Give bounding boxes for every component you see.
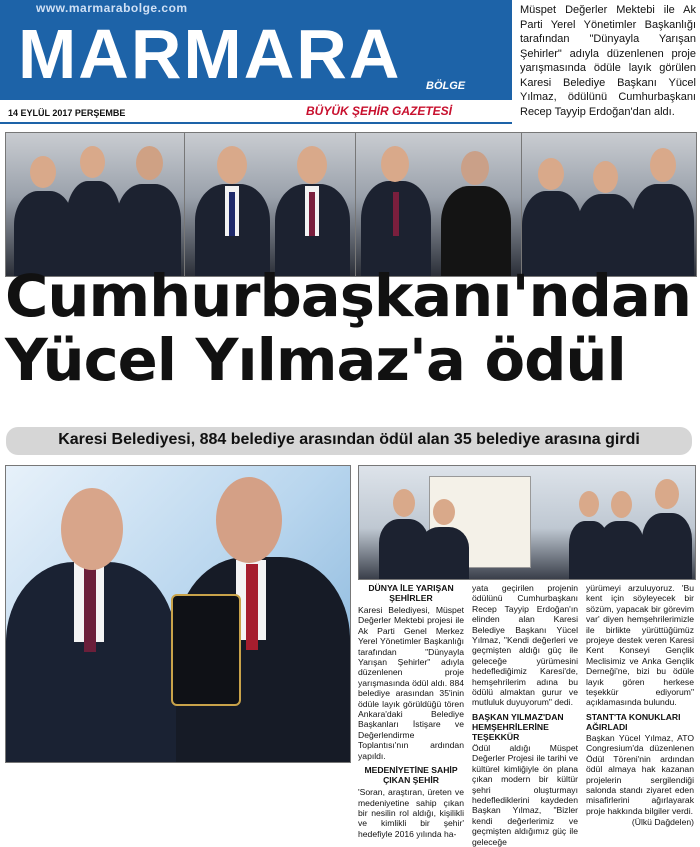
subheadline: Karesi Belediyesi, 884 belediye arasından ödül alan 35 belediye arasına girdi [58,431,640,448]
newspaper-logo-sub: BÖLGE [426,80,466,92]
article-column-3 [586,583,694,828]
award-trophy [171,594,241,706]
byline: (Ülkü Dağdelen) [631,817,694,828]
site-url[interactable]: www.marmarabolge.com [36,1,188,15]
headline-line-1: Cumhurbaşkanı'ndan [5,262,691,330]
headline-line-2: Yücel Yılmaz'a ödül [5,326,626,394]
col2-text: yata geçirilen projenin ödülünü Cumhurbaşkanı Recep Tayyip Erdoğan'ın elinden alan Karesi Belediye Başkanı Yücel Yılmaz, "Kendi değerleri ve geçmişten aldığı güç ile geleceğe yürümesini hedeflediğimiz Karesi'de, hemşehrilerim adına bu ödülü almaktan gurur ve mutluluk duyuyorum" dedi. [472,583,578,708]
newspaper-logo: MARMARA [18,15,402,93]
col2-heading: BAŞKAN YILMAZ'DAN HEMŞEHRİLERİNE TEŞEKKÜR [472,711,564,742]
newspaper-slogan: BÜYÜK ŞEHİR GAZETESİ [306,104,453,118]
issue-date: 14 EYLÜL 2017 PERŞEMBE [8,108,126,118]
photo-conversation [521,132,697,277]
col1-heading: DÜNYA İLE YARIŞAN ŞEHİRLER [368,583,454,603]
col3-text-2: Başkan Yücel Yılmaz, ATO Congresium'da düzenlenen Ödül Töreni'nin ardından ödül almaya hak kazanan projelerin sergilendiği salonda standı ziyaret eden misafirlerini ağırlayarak proje hakkında bilgiler verdi. [586,732,694,816]
article-column-1 [358,583,464,839]
col1-text: Karesi Belediyesi, Müspet Değerler Mektebi projesi ile Ak Parti Genel Merkez Yerel Yönetimler Başkanlığı tarafından "Dünyayla Yarışan Şehirler" adıyla düzenlenen proje yarışmasında ödül aldı. 884 belediye arasından 35'inin ödüle layık görüldüğü tören Ankara'daki Belediye Başkanları İstişare ve Değerlendirme Toplantısı'nın ardından yapıldı. [358,605,464,761]
article-column-2 [472,583,578,847]
photo-mayors [355,132,522,277]
col1-text-2: 'Soran, araştıran, üreten ve medeniyetine sahip çıkan bir nesilin rol aldığı, kişilikli ve kimlikli bir şehir' hedefiyle 2016 yılında ha- [358,787,464,839]
lead-paragraph: Müspet Değerler Mektebi ile Ak Parti Yerel Yönetimler Başkanlığı tarafından "Dünyayla Yarışan Şehirler" adıyla düzenlenen proje yarışmasında ödüle layık görülen Karesi Belediye Başkanı Yücel Yılmaz, ödülünü Cumhurbaşkanı Recep Tayyip Erdoğan'dan aldı. [520,4,696,118]
photo-exhibition-stand [358,465,696,580]
masthead-divider [0,122,512,124]
col1-heading-2: MEDENİYETİNE SAHİP ÇIKAN ŞEHİR [364,765,458,786]
col3-heading: STANT'TA KONUKLARI AĞIRLADI [586,711,681,732]
col2-text-2: Ödül aldığı Müspet Değerler Projesi ile tarihi ve kültürel kimliğiyle ön plana çıkan modern bir kültür şehri oluşturmayı hedeflediklerini kaydeden Başkan Yılmaz, "Bizler kendi değerlerimiz ve geçmişten aldığımız güç ile geleceğe [472,742,578,847]
photo-award-ceremony [5,465,351,763]
col3-text: yürümeyi arzuluyoruz. 'Bu kent için söyleyecek bir sözüm, yapacak bir görevim var' diyen hemşehrilerimizle ile birlikte yürüttüğümüz projeye destek veren Karesi Kent Konseyi Gençlik Meclisimiz ve Anka Gençlik Derneği'ne, bizi bu ödüle layık gören herkese teşekkür ediyorum" açıklamasında bulundu. [586,583,694,708]
photo-handshake [5,132,185,277]
photo-minister [184,132,356,277]
